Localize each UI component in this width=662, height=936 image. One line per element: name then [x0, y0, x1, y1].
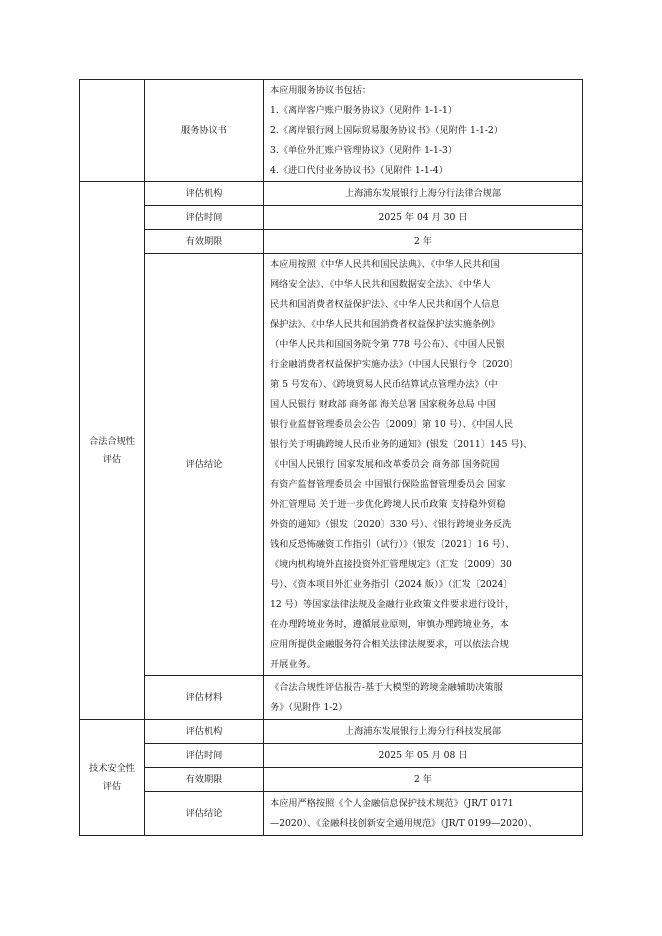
- compliance-conclusion-line: 在办理跨境业务时，遵循展业原则，审慎办理跨境业务，本: [270, 618, 509, 630]
- compliance-materials-content: [264, 676, 583, 720]
- compliance-conclusion-line: 开展业务。: [270, 658, 316, 670]
- compliance-conclusion-line: 号）、《资本项目外汇业务指引（2024 版）》（汇发〔2024〕: [270, 578, 513, 590]
- compliance-conclusion-line: 保护法》、《中华人民共和国消费者权益保护法实施条例》: [270, 318, 500, 330]
- compliance-time-row: [80, 206, 583, 230]
- tech-conclusion-line: —2020）、《金融科技创新安全通用规范》（JR/T 0199—2020）、: [270, 817, 538, 829]
- compliance-materials-line: 务》（见附件 1-2）: [270, 701, 348, 713]
- compliance-agency-value: 上海浦东发展银行上海分行法律合规部: [264, 182, 583, 206]
- tech-validity-row: [80, 768, 583, 792]
- service-agreement-item: 1.《离岸客户账户服务协议》（见附件 1-1-1）: [270, 104, 458, 116]
- compliance-validity-value: 2 年: [264, 230, 583, 254]
- compliance-conclusion-line: 本应用按照《中华人民共和国民法典》、《中华人民共和国: [270, 258, 500, 270]
- service-agreement-intro: 本应用服务协议书包括：: [270, 84, 372, 96]
- assessment-table: [79, 79, 583, 836]
- compliance-category-label: 合法合规性评估: [89, 435, 135, 465]
- compliance-materials-row: [80, 676, 583, 720]
- compliance-category: [80, 182, 145, 720]
- tech-time-value: 2025 年 05 月 08 日: [264, 744, 583, 768]
- compliance-conclusion-line: 应用所提供金融服务符合相关法律法规要求，可以依法合规: [270, 638, 509, 650]
- compliance-materials-label: 评估材料: [145, 676, 264, 720]
- compliance-conclusion-line: 民共和国消费者权益保护法》、《中华人民共和国个人信息: [270, 298, 500, 310]
- tech-time-label: 评估时间: [145, 744, 264, 768]
- tech-time-row: [80, 744, 583, 768]
- tech-security-category-label: 技术安全性评估: [89, 762, 135, 792]
- compliance-conclusion-line: 《境内机构境外直接投资外汇管理规定》（汇发〔2009〕30: [270, 558, 512, 570]
- compliance-conclusion-line: 12 号）等国家法律法规及金融行业政策文件要求进行设计，: [270, 598, 515, 610]
- tech-agency-row: [80, 720, 583, 744]
- tech-security-category: [80, 720, 145, 836]
- compliance-validity-label: 有效期限: [145, 230, 264, 254]
- compliance-conclusion-line: 第 5 号发布）、《跨境贸易人民币结算试点管理办法》（中: [270, 378, 498, 390]
- tech-validity-value: 2 年: [264, 768, 583, 792]
- compliance-time-label: 评估时间: [145, 206, 264, 230]
- tech-agency-label: 评估机构: [145, 720, 264, 744]
- service-agreement-category-cell: [80, 80, 145, 182]
- compliance-conclusion-content: [264, 254, 583, 676]
- compliance-conclusion-line: 银行关于明确跨境人民币业务的通知》(银发〔2011〕145 号)、: [270, 438, 533, 450]
- compliance-agency-row: [80, 182, 583, 206]
- service-agreement-label: 服务协议书: [145, 80, 264, 182]
- tech-conclusion-line: 本应用严格按照《个人金融信息保护技术规范》（JR/T 0171: [270, 797, 514, 809]
- compliance-conclusion-line: 国人民银行 财政部 商务部 海关总署 国家税务总局 中国: [270, 398, 496, 410]
- compliance-conclusion-line: 钱和反恐怖融资工作指引（试行）》（银发〔2021〕16 号）、: [270, 538, 515, 550]
- compliance-conclusion-line: 有资产监督管理委员会 中国银行保险监督管理委员会 国家: [270, 478, 506, 490]
- tech-conclusion-label: 评估结论: [145, 792, 264, 836]
- compliance-conclusion-line: 网络安全法》、《中华人民共和国数据安全法》、《中华人: [270, 278, 491, 290]
- tech-validity-label: 有效期限: [145, 768, 264, 792]
- compliance-conclusion-line: 外汇管理局 关于进一步优化跨境人民币政策 支持稳外贸稳: [270, 498, 506, 510]
- compliance-agency-label: 评估机构: [145, 182, 264, 206]
- tech-agency-value: 上海浦东发展银行上海分行科技发展部: [264, 720, 583, 744]
- compliance-conclusion-line: 行金融消费者权益保护实施办法》（中国人民银行令〔2020〕: [270, 358, 519, 370]
- compliance-conclusion-line: 银行业监督管理委员会公告〔2009〕第 10 号）、《中国人民: [270, 418, 514, 430]
- tech-conclusion-content: [264, 792, 583, 836]
- compliance-conclusion-line: 《中国人民银行 国家发展和改革委员会 商务部 国务院国: [270, 458, 500, 470]
- compliance-conclusion-line: （中华人民共和国国务院令第 778 号公布）、《中国人民银: [270, 338, 505, 350]
- compliance-materials-line: 《合法合规性评估报告-基于大模型的跨境金融辅助决策服: [270, 681, 503, 693]
- service-agreement-row: [80, 80, 583, 182]
- compliance-conclusion-line: 外资的通知》（银发〔2020〕330 号）、《银行跨境业务反洗: [270, 518, 512, 530]
- service-agreement-item: 3.《单位外汇账户管理协议》（见附件 1-1-3）: [270, 144, 458, 156]
- compliance-validity-row: [80, 230, 583, 254]
- service-agreement-content: [264, 80, 583, 182]
- compliance-conclusion-label: 评估结论: [145, 254, 264, 676]
- service-agreement-item: 4.《进口代付业务协议书》（见附件 1-1-4）: [270, 164, 448, 176]
- service-agreement-item: 2.《离岸银行网上国际贸易服务协议书》（见附件 1-1-2）: [270, 124, 503, 136]
- compliance-time-value: 2025 年 04 月 30 日: [264, 206, 583, 230]
- tech-conclusion-row: [80, 792, 583, 836]
- compliance-conclusion-row: [80, 254, 583, 676]
